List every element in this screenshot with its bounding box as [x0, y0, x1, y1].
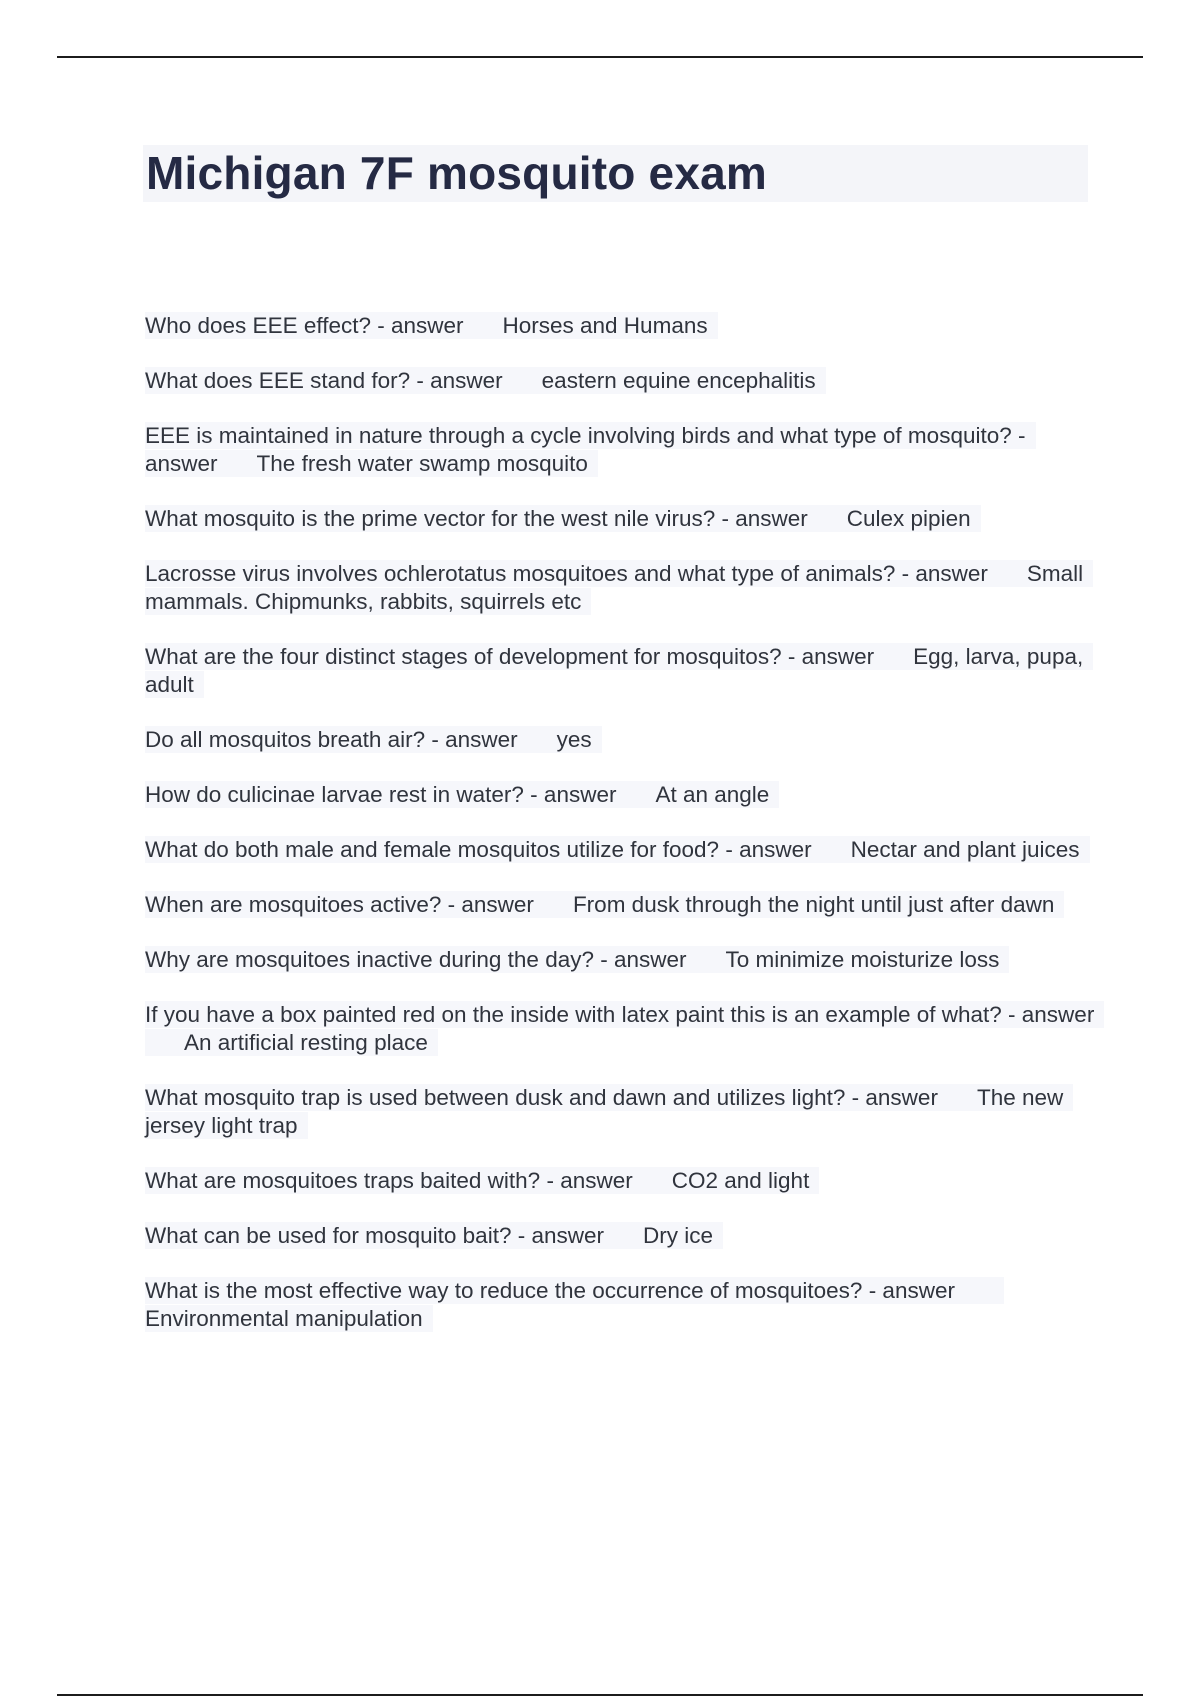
qa-item — [145, 836, 1095, 864]
qa-question: What can be used for mosquito bait? - answer — [145, 1223, 604, 1248]
qa-question: What does EEE stand for? - answer — [145, 368, 503, 393]
bottom-divider — [57, 1694, 1143, 1696]
qa-answer: Egg, larva, pupa, adult — [145, 644, 1084, 697]
qa-answer: Horses and Humans — [502, 313, 708, 338]
qa-answer: Nectar and plant juices — [850, 837, 1080, 862]
qa-question: What is the most effective way to reduce the occurrence of mosquitoes? - answer — [145, 1278, 955, 1303]
qa-item — [145, 781, 1095, 809]
qa-question: Lacrosse virus involves ochlerotatus mosquitoes and what type of animals? - answer — [145, 561, 988, 586]
qa-question: EEE is maintained in nature through a cycle involving birds and what type of mosquito? - answer — [145, 423, 1026, 476]
qa-answer: Culex pipien — [846, 506, 971, 531]
qa-answer: The new jersey light trap — [145, 1085, 1064, 1138]
qa-item — [145, 505, 1095, 533]
qa-item — [145, 946, 1095, 974]
qa-item — [145, 1222, 1095, 1250]
qa-question: What do both male and female mosquitos utilize for food? - answer — [145, 837, 812, 862]
qa-answer: From dusk through the night until just after dawn — [572, 892, 1055, 917]
qa-question: What mosquito is the prime vector for the west nile virus? - answer — [145, 506, 808, 531]
qa-list — [145, 312, 1095, 1360]
qa-answer: Dry ice — [643, 1223, 714, 1248]
qa-question: What are mosquitoes traps baited with? - answer — [145, 1168, 633, 1193]
qa-question: Do all mosquitos breath air? - answer — [145, 727, 518, 752]
qa-answer: At an angle — [655, 782, 770, 807]
qa-question: When are mosquitoes active? - answer — [145, 892, 534, 917]
qa-item — [145, 726, 1095, 754]
qa-answer: CO2 and light — [671, 1168, 810, 1193]
qa-answer: An artificial resting place — [184, 1030, 428, 1055]
qa-answer: To minimize moisturize loss — [725, 947, 1000, 972]
qa-answer: Environmental manipulation — [145, 1306, 423, 1331]
qa-item — [145, 312, 1095, 340]
qa-item — [145, 560, 1095, 616]
qa-item — [145, 1167, 1095, 1195]
qa-question: What mosquito trap is used between dusk and dawn and utilizes light? - answer — [145, 1085, 938, 1110]
qa-item — [145, 1084, 1095, 1140]
qa-answer: eastern equine encephalitis — [541, 368, 816, 393]
qa-answer: yes — [556, 727, 592, 752]
qa-item — [145, 891, 1095, 919]
qa-question: Why are mosquitoes inactive during the day? - answer — [145, 947, 687, 972]
qa-item — [145, 1001, 1095, 1057]
qa-question: How do culicinae larvae rest in water? - answer — [145, 782, 617, 807]
qa-item — [145, 422, 1095, 478]
qa-question: If you have a box painted red on the inside with latex paint this is an example of what? - answer — [145, 1002, 1095, 1027]
qa-answer: Small mammals. Chipmunks, rabbits, squirrels etc — [145, 561, 1084, 614]
qa-answer: The fresh water swamp mosquito — [256, 451, 588, 476]
qa-item — [145, 1277, 1095, 1333]
qa-question: What are the four distinct stages of development for mosquitos? - answer — [145, 644, 875, 669]
qa-item — [145, 643, 1095, 699]
page-title: Michigan 7F mosquito exam — [146, 147, 767, 199]
top-divider — [57, 56, 1143, 58]
qa-question: Who does EEE effect? - answer — [145, 313, 464, 338]
qa-item — [145, 367, 1095, 395]
